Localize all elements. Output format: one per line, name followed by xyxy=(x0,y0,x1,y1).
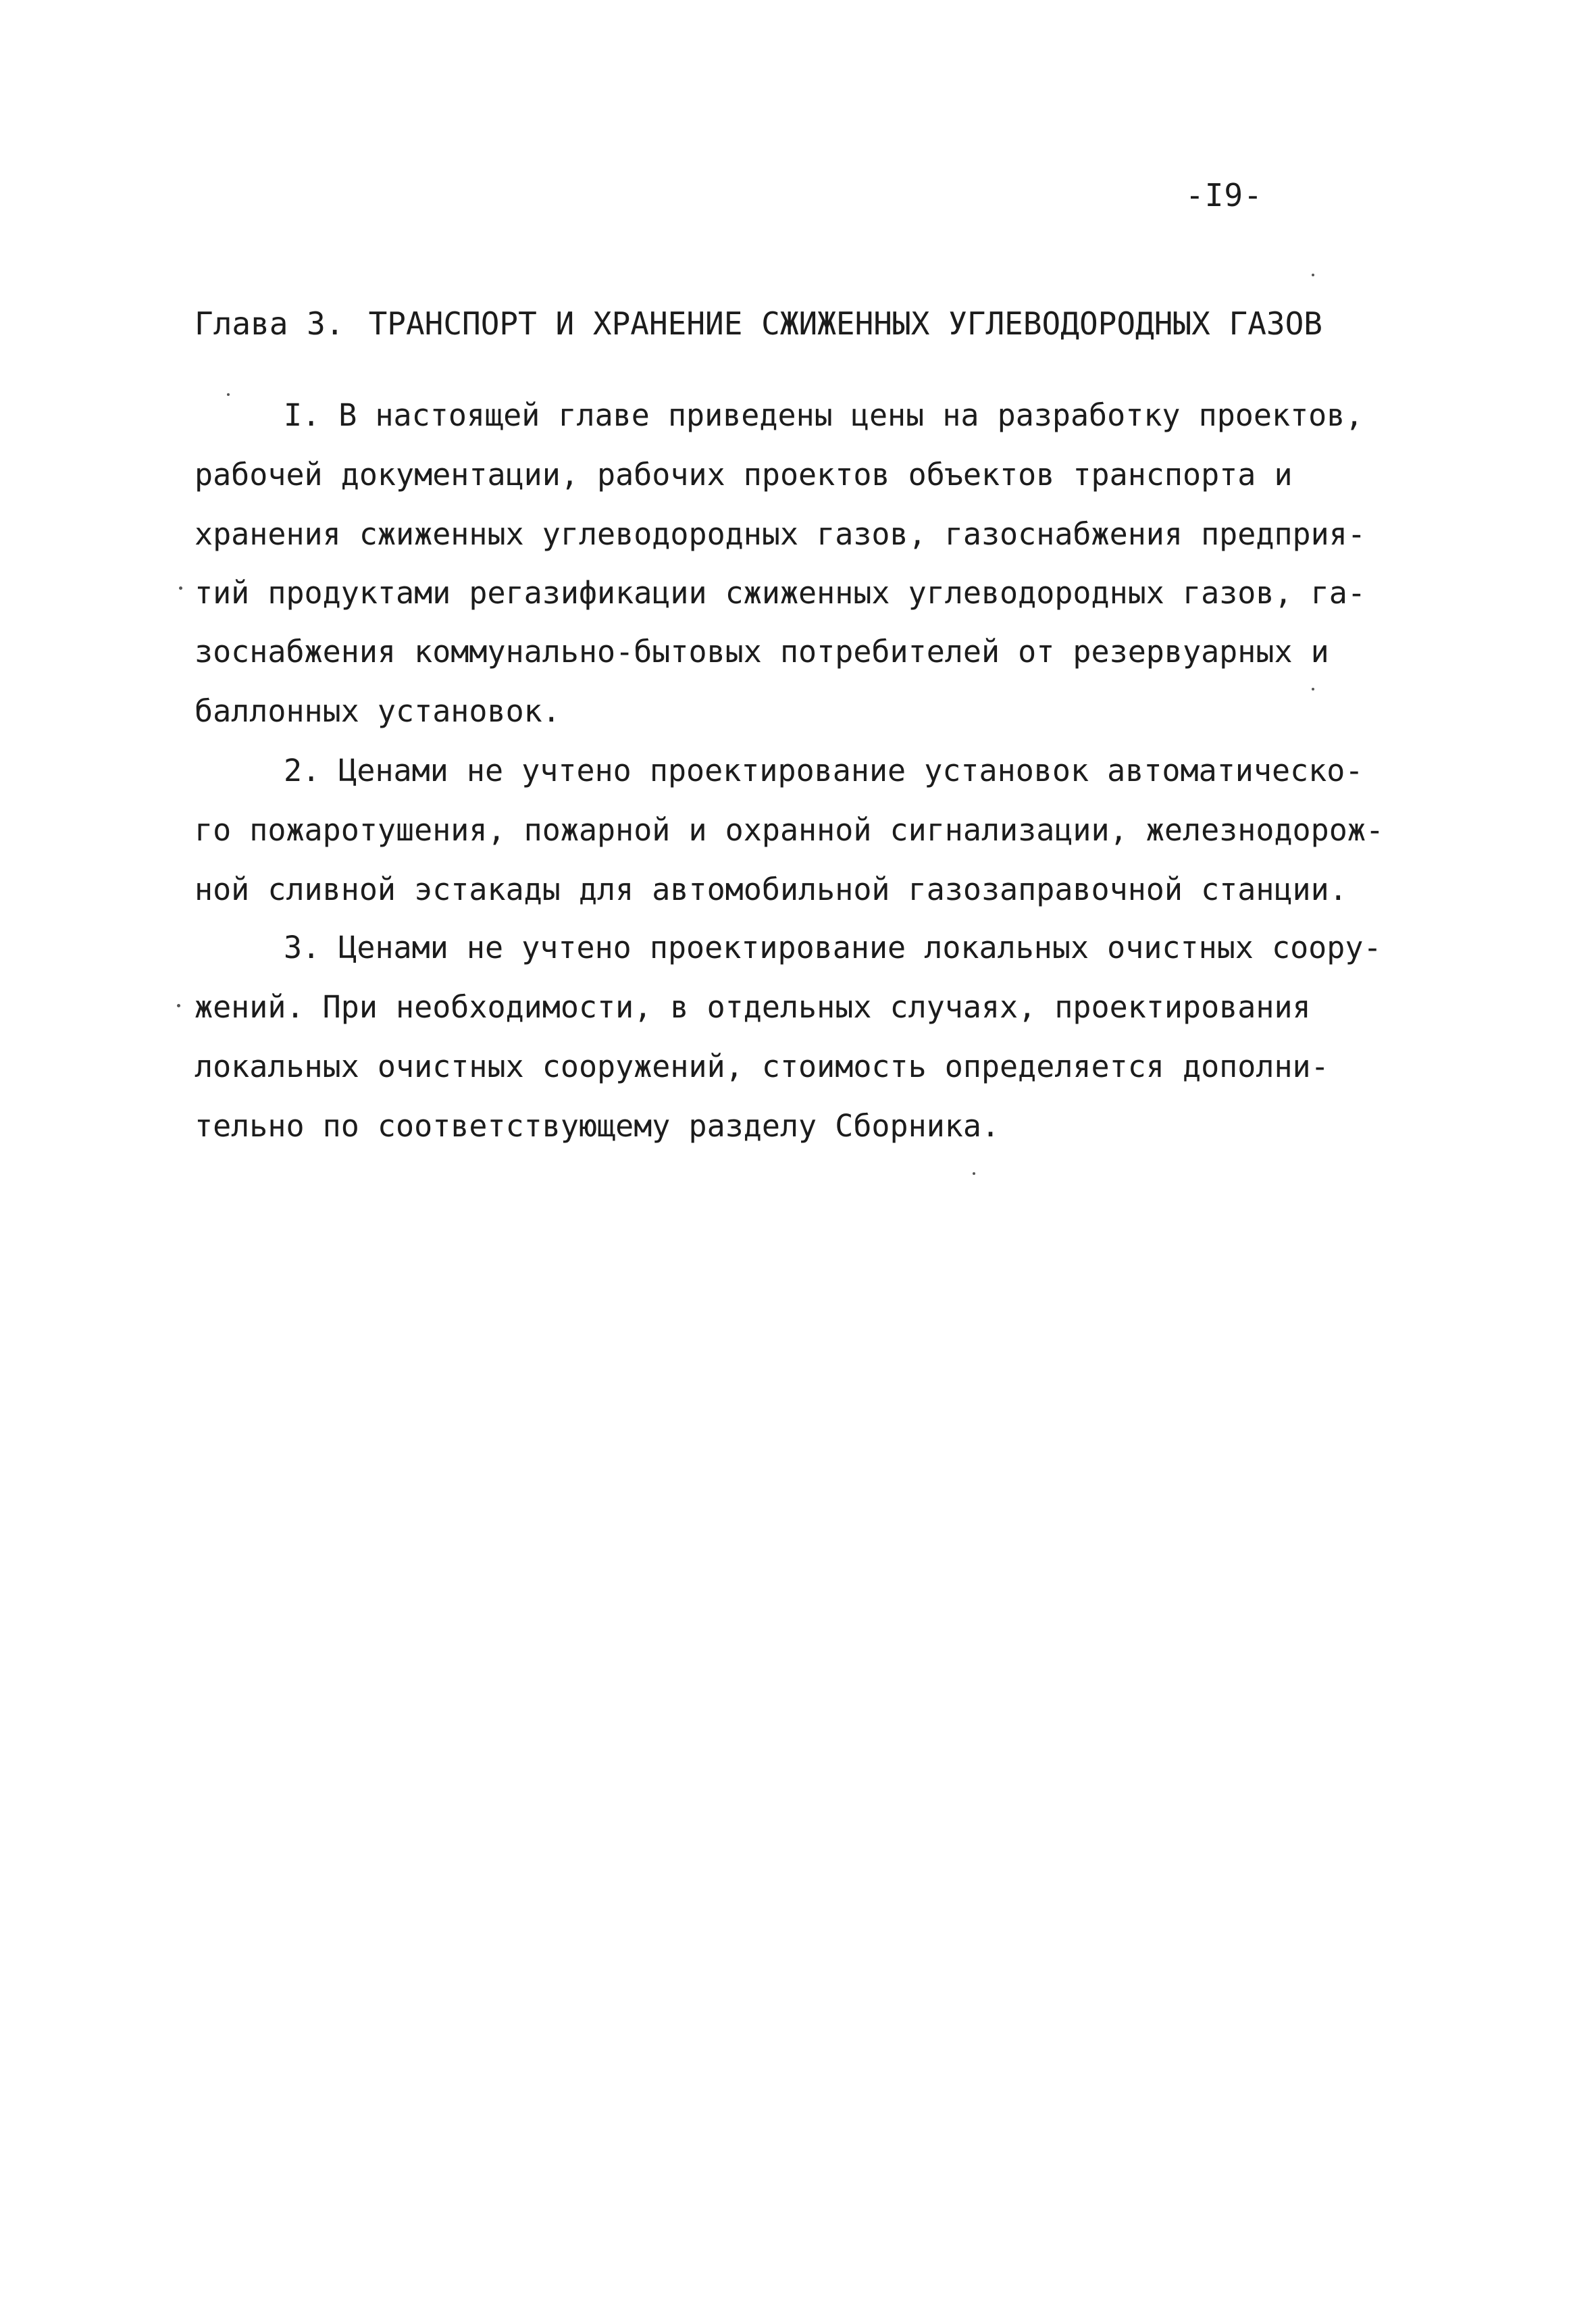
paragraph-1-line-4: тий продуктами регазификации сжиженных углеводородных газов, га- xyxy=(195,575,1366,611)
scan-speck xyxy=(973,1172,975,1175)
paragraph-2-line-2: го пожаротушения, пожарной и охранной сигнализации, железнодорож- xyxy=(195,812,1384,848)
scan-speck xyxy=(177,1004,180,1007)
scan-speck xyxy=(227,393,230,396)
paragraph-1-line-6: баллонных установок. xyxy=(195,693,561,729)
paragraph-1-line-3: хранения сжиженных углеводородных газов, газоснабжения предприя- xyxy=(195,516,1366,552)
paragraph-3-line-1: 3. Ценами не учтено проектирование локальных очистных соору- xyxy=(284,930,1382,965)
paragraph-1-line-1: I. В настоящей главе приведены цены на разработку проектов, xyxy=(284,397,1364,433)
paragraph-2-line-1: 2. Ценами не учтено проектирование установок автоматическо- xyxy=(284,753,1364,788)
scan-speck xyxy=(1312,688,1314,690)
paragraph-3-line-2: жений. При необходимости, в отдельных случаях, проектирования xyxy=(195,989,1311,1025)
chapter-label: Глава 3. xyxy=(195,305,344,342)
paragraph-1-line-2: рабочей документации, рабочих проектов объектов транспорта и xyxy=(195,457,1293,493)
scan-speck xyxy=(1312,274,1314,276)
page-number: -I9- xyxy=(1185,177,1263,213)
scan-speck xyxy=(179,586,182,590)
paragraph-2-line-3: ной сливной эстакады для автомобильной газозаправочной станции. xyxy=(195,872,1347,907)
paragraph-3-line-3: локальных очистных сооружений, стоимость определяется дополни- xyxy=(195,1049,1329,1084)
chapter-title: ТРАНСПОРТ И ХРАНЕНИЕ СЖИЖЕННЫХ УГЛЕВОДОРОДНЫХ ГАЗОВ xyxy=(368,305,1322,342)
paragraph-1-line-5: зоснабжения коммунально-бытовых потребителей от резервуарных и xyxy=(195,634,1329,670)
chapter-heading xyxy=(195,305,1322,342)
paragraph-3-line-4: тельно по соответствующему разделу Сборника. xyxy=(195,1108,1000,1144)
